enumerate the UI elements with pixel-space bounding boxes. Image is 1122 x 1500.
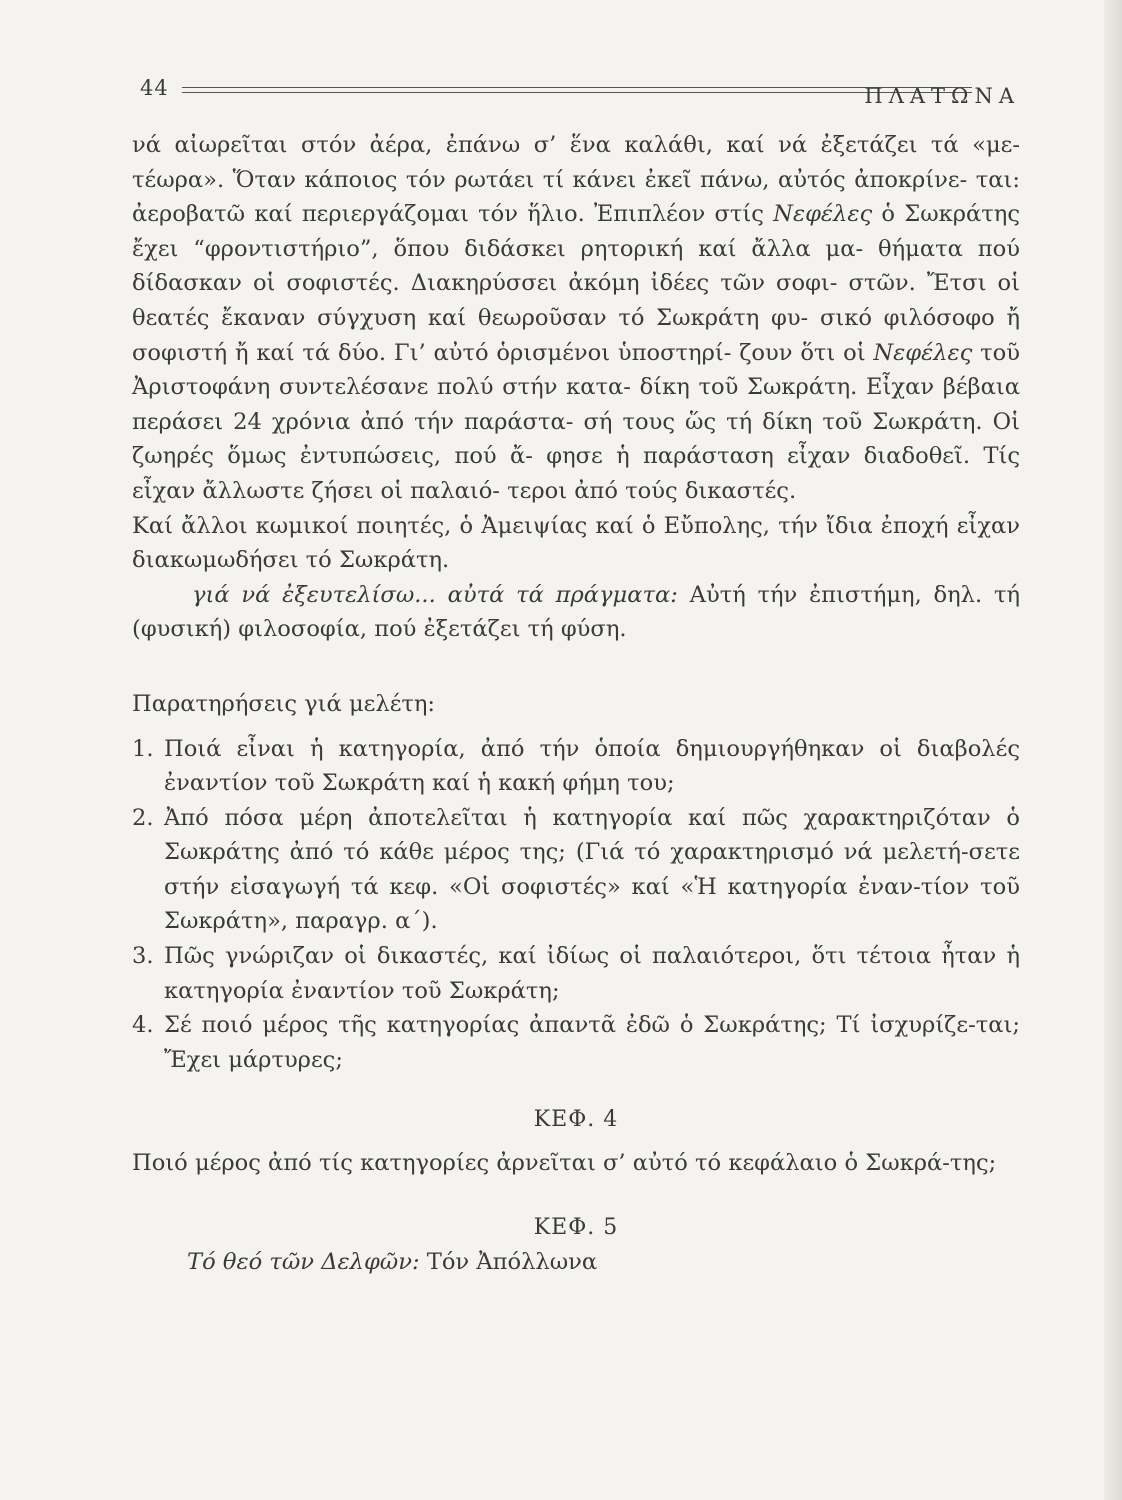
chapter-4-heading: ΚΕΦ. 4: [533, 1107, 619, 1133]
p1-line-6: στῶν. Ἔτσι οἱ θεατές ἔκαναν σύγχυση καί θεωροῦσαν τό Σωκράτη φυ-: [132, 270, 1020, 331]
question-text: Σέ ποιό μέρος τῆς κατηγορίας ἀπαντᾶ ἐδῶ ὁ Σωκράτης; Τί ἰσχυρίζε-ται; Ἔχει μάρτυρες;: [164, 1012, 1020, 1073]
chapter-5-note: [132, 1245, 1020, 1280]
p1-line-4: Σωκράτης ἔχει “φροντιστήριο”, ὅπου διδάσκει ρητορική καί ἄλλα μα-: [132, 201, 1020, 262]
list-item: [132, 801, 1020, 939]
question-number: 2.: [132, 804, 154, 831]
question-text: Ποιά εἶναι ἡ κατηγορία, ἀπό τήν ὁποία δημιουργήθηκαν οἱ διαβολές ἐναντίον τοῦ Σωκράτη καί ἡ κακή φήμη του;: [164, 735, 1020, 797]
note-text: Αὐτή τήν ἐπιστήμη, δηλ. τή (φυσική) φιλοσοφία, πού ἐξετάζει τή φύση.: [132, 581, 1020, 643]
p1-line-12: τεροι ἀπό τούς δικαστές.: [507, 477, 797, 504]
p1-line-2: τέωρα». Ὅταν κάποιος τόν ρωτάει τί κάνει ἐκεῖ πάνω, αὐτός ἀποκρίνε-: [132, 166, 968, 193]
nefeles-title-2: Νεφέλες: [873, 339, 973, 366]
question-number: 1.: [132, 735, 154, 762]
chapter-5-term: Τό θεό τῶν Δελφῶν:: [187, 1249, 420, 1276]
list-item: [132, 732, 1020, 801]
paragraph-1: [132, 128, 1020, 509]
p1-line-1: νά αἰωρεῖται στόν ἀέρα, ἐπάνω σ’ ἕνα καλάθι, καί νά ἐξετάζει τά «με-: [132, 132, 1020, 158]
header-rule: [182, 87, 972, 93]
question-number: 4.: [132, 1012, 154, 1039]
note-paragraph: [132, 578, 1020, 647]
list-item: [132, 939, 1020, 1008]
p1-line-8-tail: τοῦ Ἀριστοφάνη συντελέσανε πολύ στήν κατα-: [132, 339, 1020, 401]
p1-line-8: ζουν ὅτι οἱ: [739, 339, 874, 366]
nefeles-title-1: Νεφέλες: [773, 201, 873, 228]
p1-line-7: σικό φιλόσοφο ἤ σοφιστή ἤ καί τά δύο. Γι’ αὐτό ὁρισμένοι ὑποστηρί-: [132, 304, 1020, 366]
p1-line-11: φησε ἡ παράσταση εἶχαν διαδοθεῖ. Τίς εἶχαν ἄλλωστε ζήσει οἱ παλαιό-: [132, 443, 1020, 504]
note-term: γιά νά ἐξευτελίσω... αὐτά τά πράγματα:: [192, 581, 678, 608]
p1-line-3-tail: ὁ: [872, 201, 895, 228]
p1-line-5: θήματα πού δίδασκαν οἱ σοφιστές. Διακηρύσσει ἀκόμη ἰδέες τῶν σοφι-: [132, 235, 1020, 297]
list-item: [132, 1008, 1020, 1077]
chapter-5-answer: Τόν Ἀπόλλωνα: [419, 1249, 598, 1276]
page-content: [132, 128, 1020, 1280]
chapter-5-heading: ΚΕΦ. 5: [533, 1214, 619, 1240]
page-edge-shadow: [1104, 0, 1122, 1500]
study-questions: [132, 732, 1020, 1078]
chapter-4-question: Ποιό μέρος ἀπό τίς κατηγορίες ἀρνεῖται σ’ αὐτό τό κεφάλαιο ὁ Σωκρά-της;: [132, 1150, 997, 1177]
p1-line-3: ται: ἀεροβατῶ καί περιεργάζομαι τόν ἥλιο. Ἐπιπλέον στίς: [132, 166, 1020, 228]
paragraph-2: Καί ἄλλοι κωμικοί ποιητές, ὁ Ἀμειψίας καί ὁ Εὔπολης, τήν ἴδια ἐποχή εἶχαν διακωμωδήσει τό Σωκράτη.: [132, 512, 1020, 574]
p1-line-10: σή τους ὥς τή δίκη τοῦ Σωκράτη. Οἱ ζωηρές ὅμως ἐντυπώσεις, πού ἄ-: [132, 408, 1021, 470]
question-text: Ἀπό πόσα μέρη ἀποτελεῖται ἡ κατηγορία καί πῶς χαρακτηριζόταν ὁ Σωκράτης ἀπό τό κάθε μέρος της; (Γιά τό χαρακτηρισμό νά μελετή-σετε στήν εἰσαγωγή τά κεφ. «Οἱ σοφιστές» καί «Ἡ κατηγορία ἐναν-τίον τοῦ Σωκράτη», παραγρ. α΄).: [164, 804, 1020, 935]
question-number: 3.: [132, 943, 154, 970]
running-title: ΠΛΑΤΩΝΑ: [864, 84, 1020, 108]
question-text: Πῶς γνώριζαν οἱ δικαστές, καί ἰδίως οἱ παλαιότεροι, ὅτι τέτοια ἦταν ἡ κατηγορία ἐναντίον τοῦ Σωκράτη;: [164, 943, 1020, 1004]
p1-line-9: δίκη τοῦ Σωκράτη. Εἶχαν βέβαια περάσει 24 χρόνια ἀπό τήν παράστα-: [132, 374, 1020, 435]
page-header: [140, 72, 1020, 112]
study-title: Παρατηρήσεις γιά μελέτη:: [132, 690, 436, 717]
page-number: 44: [140, 76, 169, 100]
